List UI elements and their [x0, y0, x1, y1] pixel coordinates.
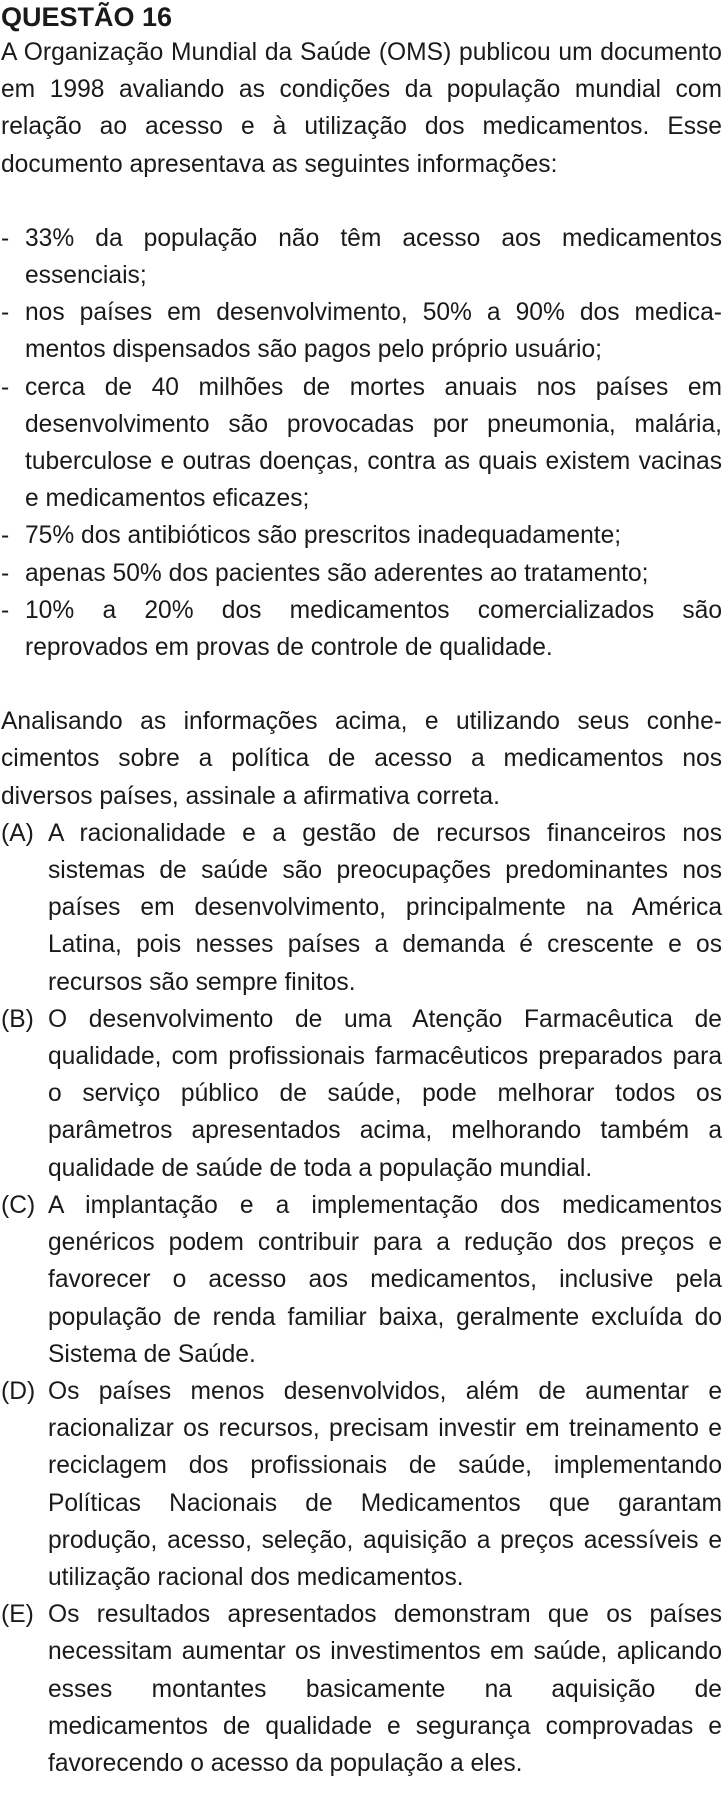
bullet-dash: - [1, 299, 10, 327]
option-e[interactable] [1, 1596, 722, 1782]
bullet-dash: - [1, 522, 10, 550]
list-item [1, 294, 722, 368]
list-item [1, 220, 722, 294]
option-text: Os resultados apresentados demonstram que os países necessitam aumentar os investimentos em saúde, aplicando esses montantes basicamente na aquisição de medicamentos de qualidade e segurança comprovadas e favorecendo o acesso da população a eles. [48, 1601, 722, 1777]
list-item [1, 517, 722, 554]
list-item-text: cerca de 40 milhões de mortes anuais nos países em desenvolvimento são provocadas por pneumonia, malária, tuberculose e outras doenças, contra as quais existem vacinas e medicamentos eficazes; [25, 373, 722, 513]
question-title: QUESTÃO 16 [1, 2, 173, 32]
option-c[interactable] [1, 1187, 722, 1373]
list-item-text: 75% dos antibióticos são prescritos inadequadamente; [25, 522, 622, 550]
list-item [1, 369, 722, 518]
option-letter: (C) [1, 1191, 36, 1219]
list-item-text: nos países em desenvolvimento, 50% a 90% dos medicamentos dispensados são pagos pelo próprio usuário; [25, 299, 722, 364]
question-prompt: Analisando as informações acima, e utilizando seus conhecimentos sobre a política de acesso a medicamentos nos diversos países, assinale a afirmativa correta. [1, 708, 722, 810]
list-item [1, 555, 722, 592]
option-a[interactable] [1, 815, 722, 1001]
answer-options [1, 815, 722, 1782]
option-letter: (E) [1, 1601, 34, 1629]
option-text: O desenvolvimento de uma Atenção Farmacêutica de qualidade, com profissionais farmacêuticos preparados para o serviço público de saúde, pode melhorar todos os parâmetros apresentados acima, melhorando também a qualidade de saúde de toda a população mundial. [48, 1005, 722, 1182]
option-letter: (A) [1, 819, 34, 847]
list-item [1, 592, 722, 666]
information-list [1, 220, 722, 666]
option-text: Os países menos desenvolvidos, além de aumentar e racionalizar os recursos, precisam investir em treinamento e reciclagem dos profissionais de saúde, implementando Políticas Nacionais de Medicamentos que garantam produção, acesso, seleção, aquisição a preços acessíveis e utilização racional dos medicamentos. [48, 1377, 722, 1591]
question-intro: A Organização Mundial da Saúde (OMS) publicou um documento em 1998 avaliando as condições da população mundial com relação ao acesso e à utilização dos medicamentos. Esse documento apresentava as seguintes informações: [1, 39, 722, 178]
list-item-text: 10% a 20% dos medicamentos comercializados são reprovados em provas de controle de qualidade. [25, 596, 722, 662]
list-item-text: apenas 50% dos pacientes são aderentes ao tratamento; [25, 559, 649, 587]
option-d[interactable] [1, 1373, 722, 1596]
list-item-text: 33% da população não têm acesso aos medicamentos essenciais; [25, 224, 722, 290]
option-b[interactable] [1, 1001, 722, 1187]
bullet-dash: - [1, 373, 10, 401]
bullet-dash: - [1, 559, 10, 587]
option-letter: (D) [1, 1377, 36, 1405]
bullet-dash: - [1, 596, 10, 624]
option-text: A racionalidade e a gestão de recursos financeiros nos sistemas de saúde são preocupações predominantes nos países em desenvolvimento, principalmente na América Latina, pois nesses países a demanda é crescente e os recursos são sempre finitos. [48, 819, 722, 996]
option-text: A implantação e a implementação dos medicamentos genéricos podem contribuir para a redução dos preços e favorecer o acesso aos medicamentos, inclusive pela população de renda familiar baixa, geralmente excluída do Sistema de Saúde. [48, 1191, 722, 1368]
option-letter: (B) [1, 1005, 34, 1033]
bullet-dash: - [1, 224, 10, 252]
